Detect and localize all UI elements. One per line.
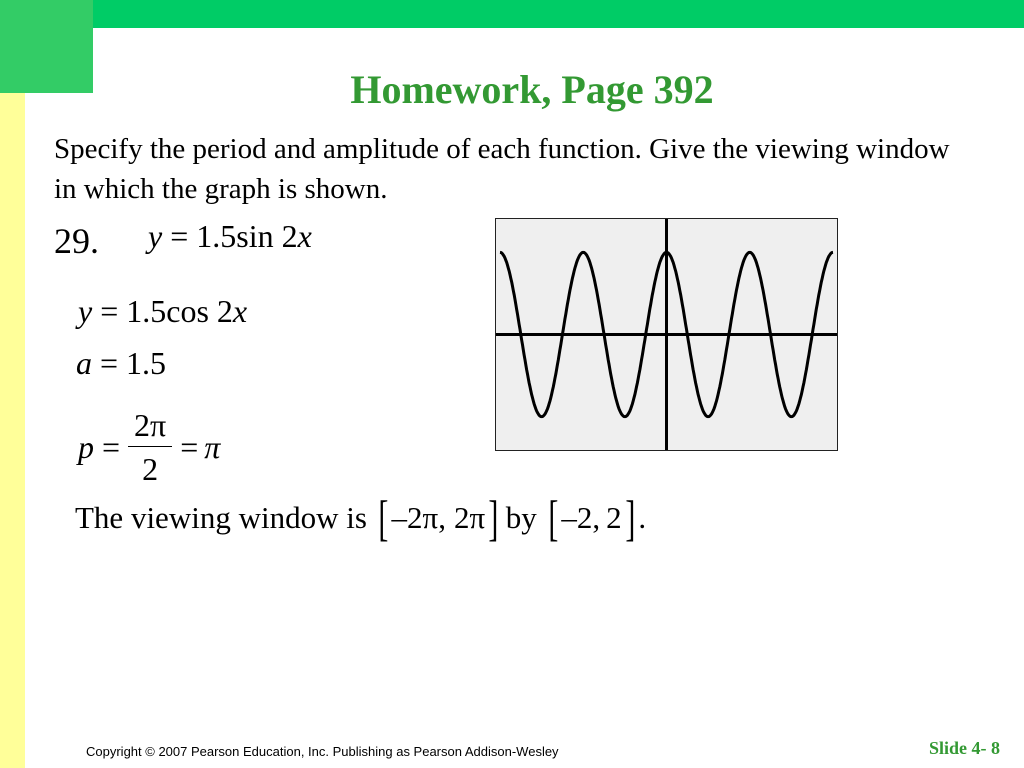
- period-result: π: [204, 428, 221, 465]
- right-bracket-2: ]: [625, 490, 635, 546]
- window-x-lo: –2π: [391, 500, 439, 535]
- slide-number: Slide 4- 8: [928, 738, 1000, 758]
- window-y-hi: 2: [606, 500, 622, 535]
- amplitude-lhs: a: [76, 345, 92, 381]
- period-fraction: [128, 406, 172, 489]
- instructions-text: Specify the period and amplitude of each function. Give the viewing window in which the graph is shown.: [54, 133, 950, 205]
- right-bracket-1: ]: [488, 490, 499, 546]
- period-equals-2: =: [180, 428, 199, 465]
- solution-fn: cos: [166, 293, 209, 329]
- solution-coef: 1.5: [126, 293, 167, 329]
- given-coef: 1.5: [196, 218, 237, 254]
- window-y-lo: –2: [561, 500, 593, 535]
- amplitude-equals: =: [100, 345, 119, 381]
- window-sep-1: ,: [438, 500, 446, 535]
- solution-arg-var: x: [232, 293, 248, 329]
- left-accent-bar: [0, 93, 25, 768]
- given-arg-num: 2: [281, 218, 298, 254]
- solution-equation: [78, 293, 247, 330]
- given-lhs: y: [148, 218, 163, 254]
- problem-number: 29.: [54, 221, 99, 261]
- period-lhs: p: [78, 428, 94, 465]
- amplitude-equation: [76, 345, 166, 382]
- left-bracket-2: [: [548, 490, 559, 546]
- cosine-graph: [496, 219, 837, 450]
- given-fn: sin: [236, 218, 274, 254]
- amplitude-value: 1.5: [126, 345, 167, 381]
- period-equation: [78, 402, 220, 492]
- slide-title: Homework, Page 392: [350, 67, 714, 112]
- graph-window: [495, 218, 838, 451]
- top-accent-bar: [0, 0, 1024, 28]
- period-numerator: 2π: [128, 406, 172, 447]
- given-equals: =: [170, 218, 189, 254]
- window-x-hi: 2π: [453, 500, 486, 535]
- given-arg-var: x: [297, 218, 312, 254]
- window-by: by: [505, 500, 537, 535]
- solution-equals: =: [100, 293, 119, 329]
- window-end: .: [638, 500, 647, 535]
- viewing-window-line: [75, 490, 647, 546]
- period-denominator: 2: [142, 450, 159, 487]
- solution-lhs: y: [78, 293, 93, 329]
- given-equation: [148, 218, 312, 255]
- solution-arg-num: 2: [216, 293, 233, 329]
- window-prefix: The viewing window is: [75, 500, 367, 535]
- period-equals: =: [102, 428, 121, 465]
- left-bracket-1: [: [378, 490, 389, 546]
- copyright-footer: Copyright © 2007 Pearson Education, Inc. Publishing as Pearson Addison-Wesley: [86, 744, 559, 759]
- window-sep-2: ,: [592, 500, 601, 535]
